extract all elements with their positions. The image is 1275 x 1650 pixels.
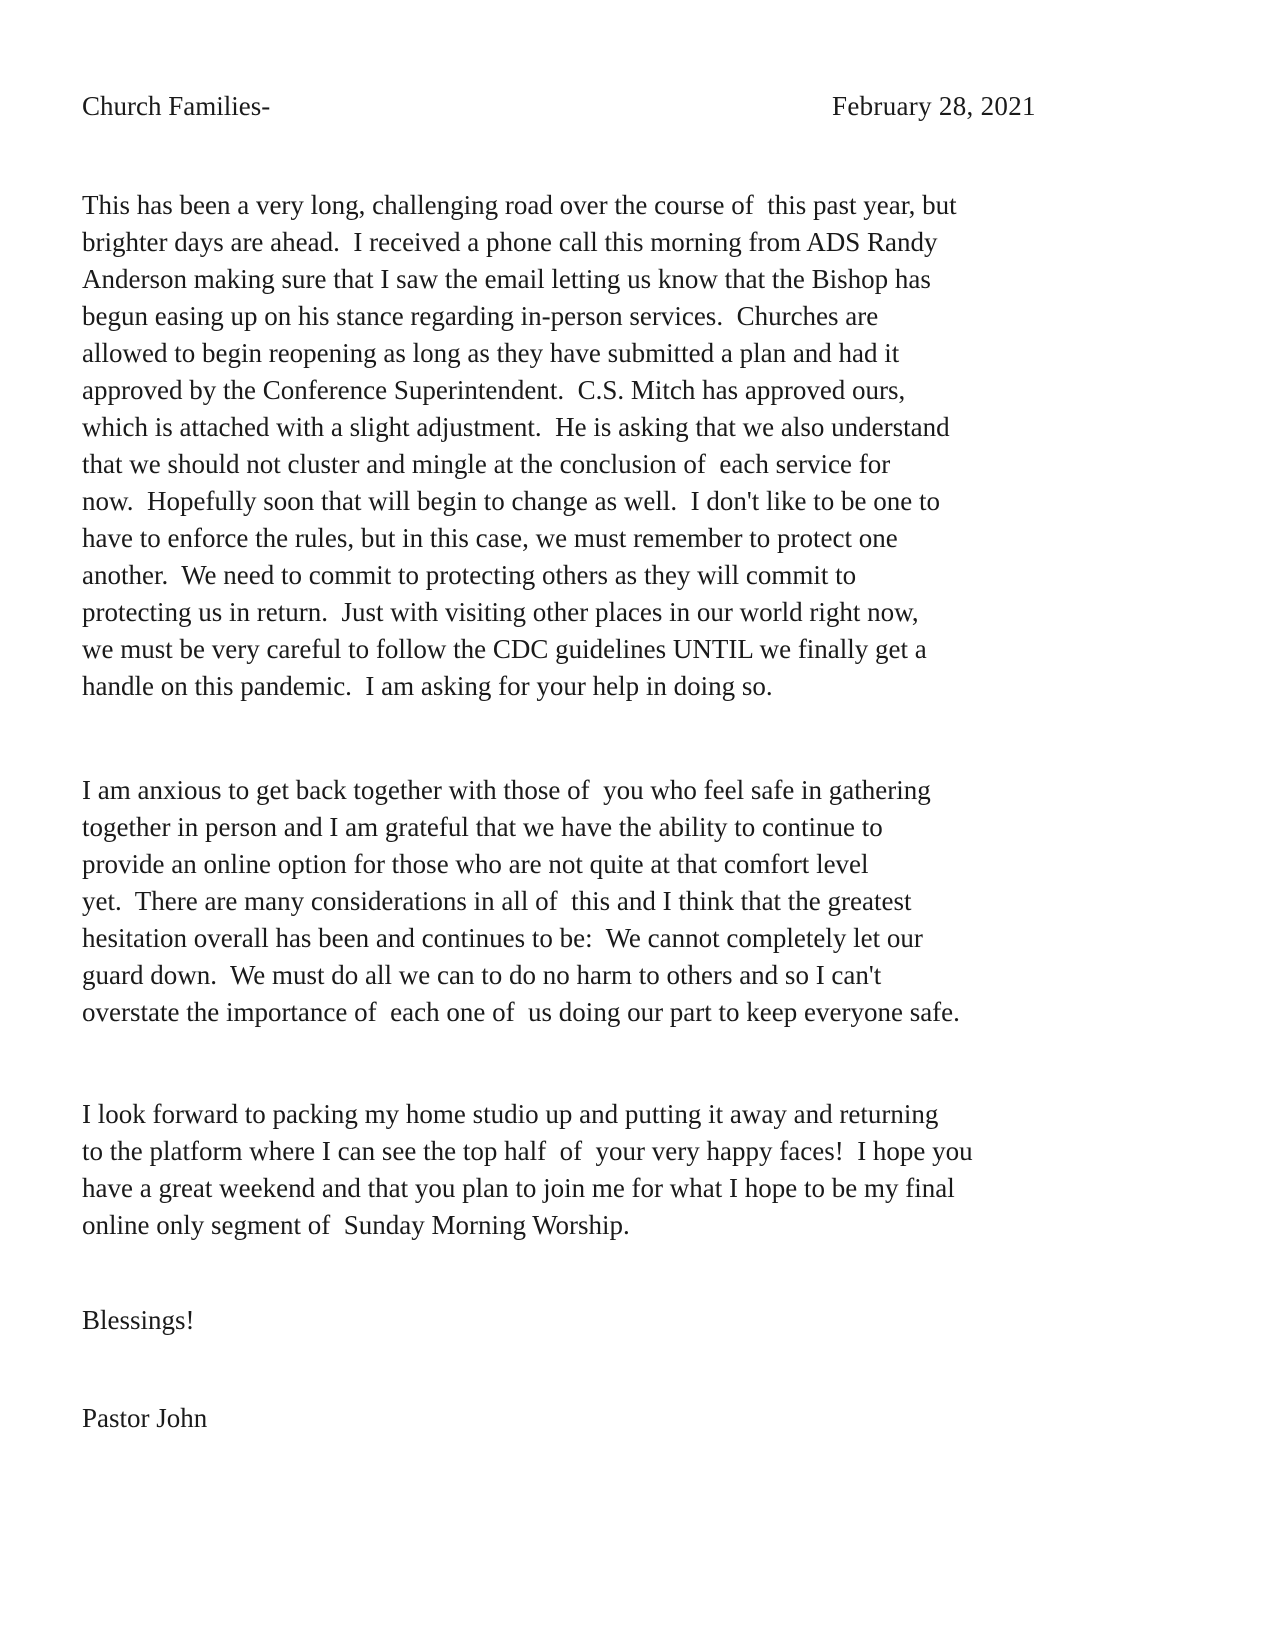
letter-date: February 28, 2021 [832, 91, 1036, 121]
paragraph-line: approved by the Conference Superintendent. C.S. Mitch has approved ours, [82, 375, 906, 405]
paragraph-line: begun easing up on his stance regarding in-person services. Churches are [82, 301, 879, 331]
paragraph-line: to the platform where I can see the top half of your very happy faces! I hope you [82, 1136, 973, 1166]
paragraph-1 [82, 187, 1192, 705]
paragraph-line: This has been a very long, challenging road over the course of this past year, but [82, 190, 957, 220]
paragraph-line: brighter days are ahead. I received a phone call this morning from ADS Randy [82, 227, 938, 257]
paragraph-line: allowed to begin reopening as long as they have submitted a plan and had it [82, 338, 900, 368]
signature: Pastor John [82, 1403, 208, 1433]
paragraph-line: provide an online option for those who are not quite at that comfort level [82, 849, 869, 879]
paragraph-2 [82, 772, 1192, 1031]
paragraph-line: now. Hopefully soon that will begin to change as well. I don't like to be one to [82, 486, 940, 516]
paragraph-line: have to enforce the rules, but in this case, we must remember to protect one [82, 523, 898, 553]
paragraph-line: overstate the importance of each one of us doing our part to keep everyone safe. [82, 997, 960, 1027]
closing-line: Blessings! [82, 1305, 195, 1335]
letter-header [82, 88, 1082, 124]
paragraph-line: handle on this pandemic. I am asking for your help in doing so. [82, 671, 773, 701]
paragraph-line: Anderson making sure that I saw the email letting us know that the Bishop has [82, 264, 931, 294]
paragraph-line: another. We need to commit to protecting others as they will commit to [82, 560, 857, 590]
paragraph-line: have a great weekend and that you plan to join me for what I hope to be my final [82, 1173, 955, 1203]
paragraph-3 [82, 1096, 1192, 1244]
paragraph-line: I am anxious to get back together with those of you who feel safe in gathering [82, 775, 931, 805]
paragraph-line: which is attached with a slight adjustment. He is asking that we also understand [82, 412, 950, 442]
paragraph-line: online only segment of Sunday Morning Worship. [82, 1210, 630, 1240]
paragraph-line: that we should not cluster and mingle at the conclusion of each service for [82, 449, 891, 479]
paragraph-line: yet. There are many considerations in all of this and I think that the greatest [82, 886, 912, 916]
paragraph-line: hesitation overall has been and continues to be: We cannot completely let our [82, 923, 923, 953]
paragraph-line: I look forward to packing my home studio up and putting it away and returning [82, 1099, 939, 1129]
paragraph-line: we must be very careful to follow the CDC guidelines UNTIL we finally get a [82, 634, 927, 664]
paragraph-line: guard down. We must do all we can to do no harm to others and so I can't [82, 960, 882, 990]
salutation: Church Families- [82, 91, 271, 121]
paragraph-line: protecting us in return. Just with visiting other places in our world right now, [82, 597, 919, 627]
paragraph-line: together in person and I am grateful that we have the ability to continue to [82, 812, 883, 842]
